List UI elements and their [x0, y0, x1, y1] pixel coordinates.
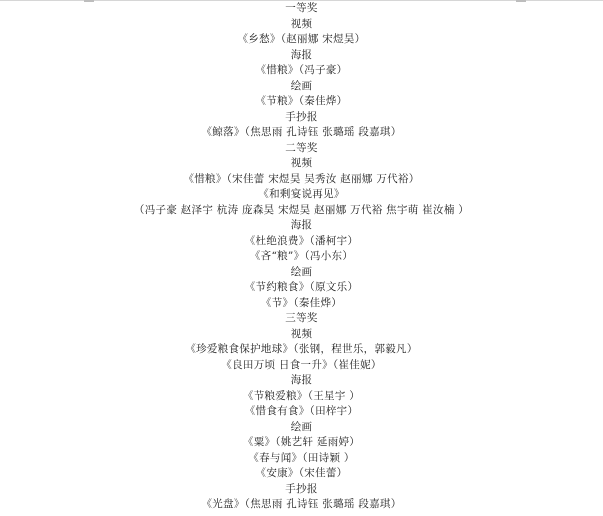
- entry-line: 《节粮爱粮》（王星宇 ）: [242, 389, 361, 402]
- category-heading: 手抄报: [285, 482, 318, 495]
- award-list: [0, 1, 603, 513]
- entry-line: 《乡愁》（赵丽娜 宋煜昊）: [237, 33, 366, 45]
- category-heading: 绘画: [290, 265, 313, 278]
- entry-line: 《良田万顷 日食一升》（崔佳妮）: [221, 358, 382, 371]
- entry-line: 《惜粮》（宋佳蕾 宋煜昊 吴秀汝 赵丽娜 万代裕）: [183, 172, 420, 185]
- entry-line: 《杜绝浪费》（潘柯宇）: [244, 234, 359, 247]
- category-heading: 绘画: [290, 79, 313, 92]
- entry-line: 《和剩宴说再见》: [258, 188, 345, 200]
- category-heading: 海报: [290, 219, 313, 231]
- category-heading: 视频: [290, 157, 313, 169]
- award-tier-heading: 二等奖: [285, 141, 318, 154]
- entry-line: 《吝“粮”》（冯小东）: [249, 250, 354, 262]
- entry-line: 《珍爱粮食保护地球》（张钢，程世乐，郭毅凡）: [185, 343, 418, 355]
- entry-line: 《鲸落》（焦思雨 孔诗钰 张璐瑶 段嘉琪）: [201, 126, 402, 138]
- entry-line: 《惜粮》（冯子豪）: [255, 64, 348, 76]
- entry-line: （冯子豪 赵泽宇 杭涛 庞森昊 宋煜昊 赵丽娜 万代裕 焦宇萌 崔汝楠 ）: [133, 203, 470, 216]
- entry-line: 《惜食有食》（田梓宇）: [244, 405, 359, 417]
- entry-line: 《光盘》（焦思雨 孔诗钰 张璐瑶 段嘉琪）: [201, 498, 402, 510]
- entry-line: 《节》（秦佳烨）: [260, 296, 343, 309]
- entry-line: 《节粮》（秦佳烨）: [255, 95, 348, 107]
- category-heading: 海报: [290, 374, 313, 386]
- award-tier-heading: 三等奖: [285, 312, 318, 324]
- entry-line: 《节约粮食》（原文乐）: [244, 281, 359, 293]
- category-heading: 视频: [290, 327, 313, 340]
- award-tier-heading: 一等奖: [285, 2, 318, 14]
- entry-line: 《安康》（宋佳蕾）: [255, 467, 348, 479]
- entry-line: 《春与闻》（田诗颖 ）: [248, 451, 355, 464]
- category-heading: 绘画: [290, 420, 313, 433]
- category-heading: 手抄报: [285, 110, 318, 123]
- category-heading: 视频: [290, 17, 313, 30]
- category-heading: 海报: [290, 48, 313, 61]
- entry-line: 《粟》（姚艺轩 延雨婷）: [242, 436, 361, 448]
